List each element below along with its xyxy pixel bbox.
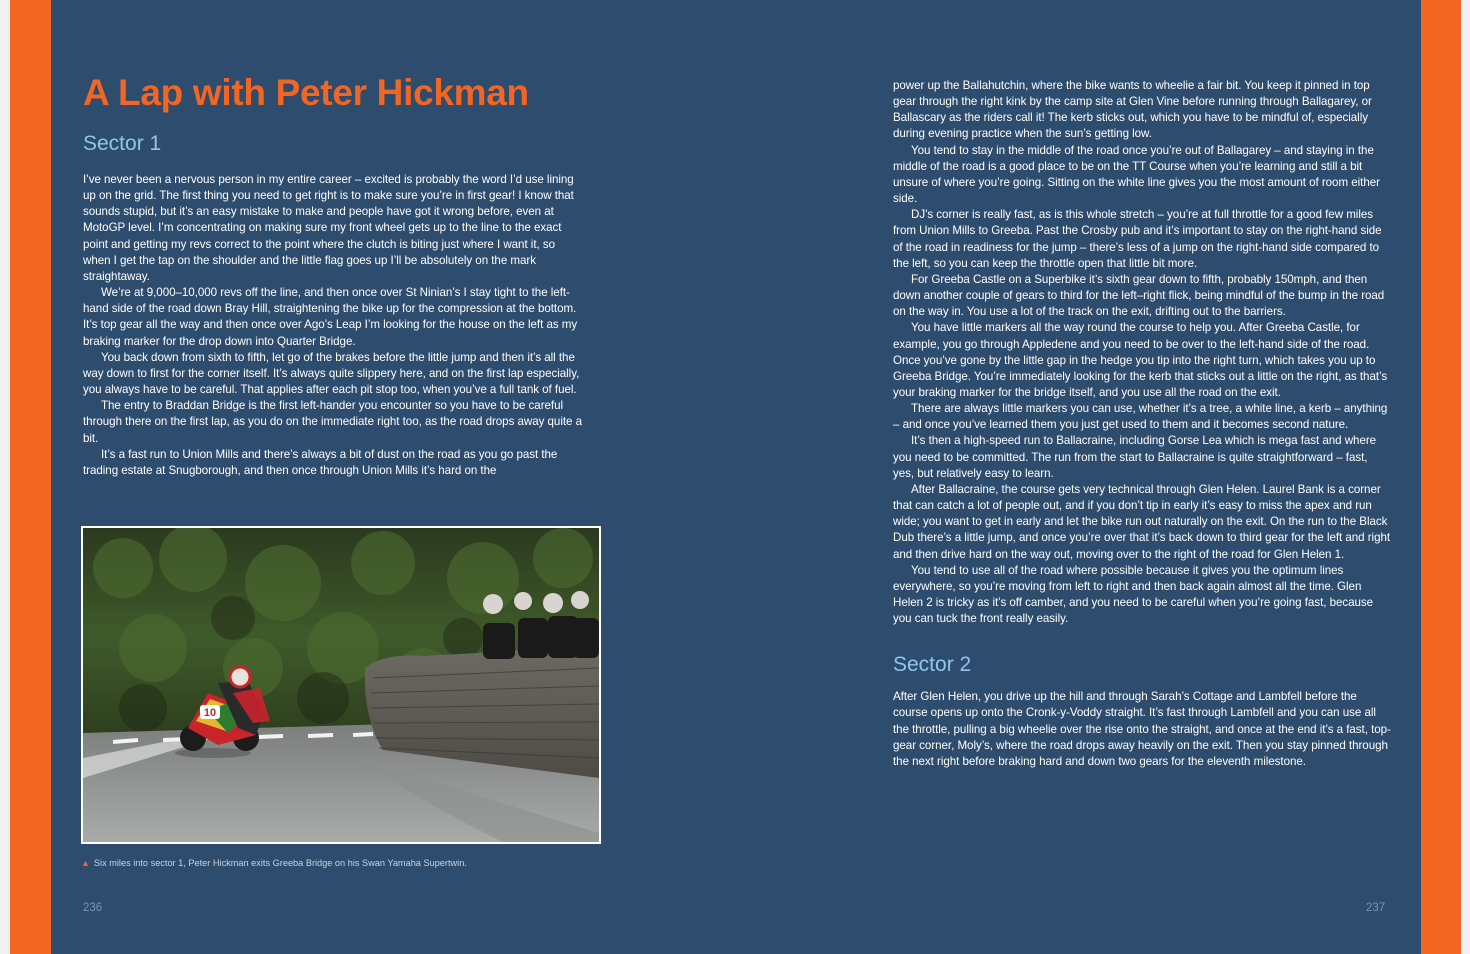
- paragraph: We’re at 9,000–10,000 revs off the line, and then once over St Ninian’s I stay tight to the left-hand side of the road down Bray Hill, straightening the bike up for the compression at the bottom. It’s top gear all the way and then once over Ago’s Leap I’m looking for the house on the left as my braking marker for the drop down into Quarter Bridge.: [83, 286, 578, 348]
- paragraph: I’ve never been a nervous person in my entire career – excited is probably the word I’d use lining up on the grid. The first thing you need to get right is to make sure you’re in first gear! I know that sounds stupid, but it’s an easy mistake to make and people have got it wrong before, even at MotoGP level. I’m concentrating on making sure my front wheel gets up to the line to the exact point and getting my revs correct to the point where the clutch is biting just where I want it, so when I get the tap on the shoulder and the little flag goes up I’ll be absolutely on the mark straightaway.: [83, 173, 574, 283]
- photo-caption: [81, 857, 601, 869]
- paragraph: You back down from sixth to fifth, let go of the brakes before the little jump and then it’s all the way down to first for the corner itself. It’s always quite slippery here, and on the first lap especially, you always have to be careful. That applies after each pit stop too, when you’ve a full tank of fuel.: [83, 350, 580, 397]
- paragraph: power up the Ballahutchin, where the bike wants to wheelie a fair bit. You keep it pinned in top gear through the right kink by the camp site at Glen Vine before running through Ballagarey, or Ballascary as the riders call it! The kerb sticks out, which you have to be mindful of, especially during evening practice when the sun’s getting low.: [893, 79, 1372, 141]
- motorcycle-photo-illustration: [83, 528, 599, 842]
- orange-margin-left: [10, 0, 51, 954]
- left-body-text: [83, 172, 583, 479]
- sector-1-heading: Sector 1: [83, 132, 162, 155]
- page-edge-right: [1461, 0, 1470, 954]
- page-number-left: 236: [83, 902, 103, 914]
- paragraph: It’s then a high-speed run to Ballacraine, including Gorse Lea which is mega fast and where you need to be committed. The run from the start to Ballacraine is quite straightforward – fast, yes, but relatively easy to learn.: [893, 434, 1377, 480]
- orange-margin-right: [1421, 0, 1461, 954]
- sector-2-body: [893, 689, 1391, 770]
- paragraph: There are always little markers you can use, whether it’s a tree, a white line, a kerb – anything – and once you’ve learned them you just get used to them and it becomes second nature.: [893, 402, 1388, 432]
- bike-number: 10: [203, 707, 217, 719]
- page-edge-left: [0, 0, 10, 954]
- page-title: A Lap with Peter Hickman: [83, 72, 529, 113]
- paragraph: After Ballacraine, the course gets very technical through Glen Helen. Laurel Bank is a corner that can catch a lot of people out, and if you don’t tip in early it’s easy to miss the apex and run wide; you want to get in early and let the bike run out naturally on the exit. On the run to the Black Dub there’s a little jump, and once you’re over that it’s back down to third gear for the left and right and then drive hard on the way out, moving over to the right of the road for Glen Helen 1.: [893, 482, 1391, 561]
- race-photo: [81, 526, 601, 844]
- paragraph: DJ’s corner is really fast, as is this whole stretch – you’re at full throttle for a good few miles from Union Mills to Greeba. Past the Crosby pub and it’s important to stay on the right-hand side of the road in readiness for the jump – there’s less of a jump on the right-hand side compared to the left, so you can keep the throttle open that little bit more.: [893, 208, 1382, 270]
- paragraph: It’s a fast run to Union Mills and there’s always a bit of dust on the road as you go past the trading estate at Snugborough, and then once through Union Mills it’s hard on the: [83, 447, 558, 477]
- sector-2-heading: Sector 2: [893, 653, 972, 677]
- paragraph: You tend to stay in the middle of the road once you’re out of Ballagarey – and staying in the middle of the road is a good place to be on the TT Course when you’re learning and still a bit unsure of where you’re going. Sitting on the white line gives you the most amount of room either side.: [893, 143, 1380, 206]
- paragraph: For Greeba Castle on a Superbike it’s sixth gear down to fifth, probably 150mph, and then down another couple of gears to third for the left–right flick, being mindful of the bump in the road on the way in. You use a lot of the track on the exit, drifting out to the barriers.: [893, 272, 1385, 319]
- paragraph: The entry to Braddan Bridge is the first left-hander you encounter so you have to be careful through there on the first lap, as you do on the immediate right too, as the road drops away quite a bit.: [83, 399, 582, 445]
- page-number-right: 237: [1366, 902, 1386, 914]
- paragraph: You have little markers all the way round the course to help you. After Greeba Castle, for example, you go through Appledene and you need to be over to the left-hand side of the road. Once you’ve gone by the little gap in the hedge you tip into the right turn, which takes you up to Greeba Bridge. You’re immediately looking for the kerb that sticks out a little on the right, as that’s your braking marker for the bridge itself, and you use all the road on the exit.: [893, 321, 1388, 399]
- left-page: [83, 70, 583, 479]
- caption-triangle-icon: ▲: [81, 858, 90, 868]
- right-body-text: [893, 78, 1391, 627]
- paragraph: After Glen Helen, you drive up the hill and through Sarah’s Cottage and Lambfell before the course opens up onto the Cronk-y-Voddy straight. It’s fast through Lambfell and you can use all the throttle, pulling a big wheelie over the rise onto the straight, and once at the end it’s a fast, top-gear corner, Moly’s, where the road drops away heavily on the exit. Then you stay pinned through the next right before braking hard and down two gears for the eleventh milestone.: [893, 690, 1391, 768]
- right-page: [893, 78, 1391, 770]
- paragraph: You tend to use all of the road where possible because it gives you the optimum lines everywhere, so you’re moving from left to right and then back again almost all the time. Glen Helen 2 is tricky as it’s off camber, and you need to be careful when you’re going fast, because you can tuck the front really easily.: [893, 563, 1374, 626]
- caption-text: Six miles into sector 1, Peter Hickman exits Greeba Bridge on his Swan Yamaha Supertwin.: [93, 858, 467, 868]
